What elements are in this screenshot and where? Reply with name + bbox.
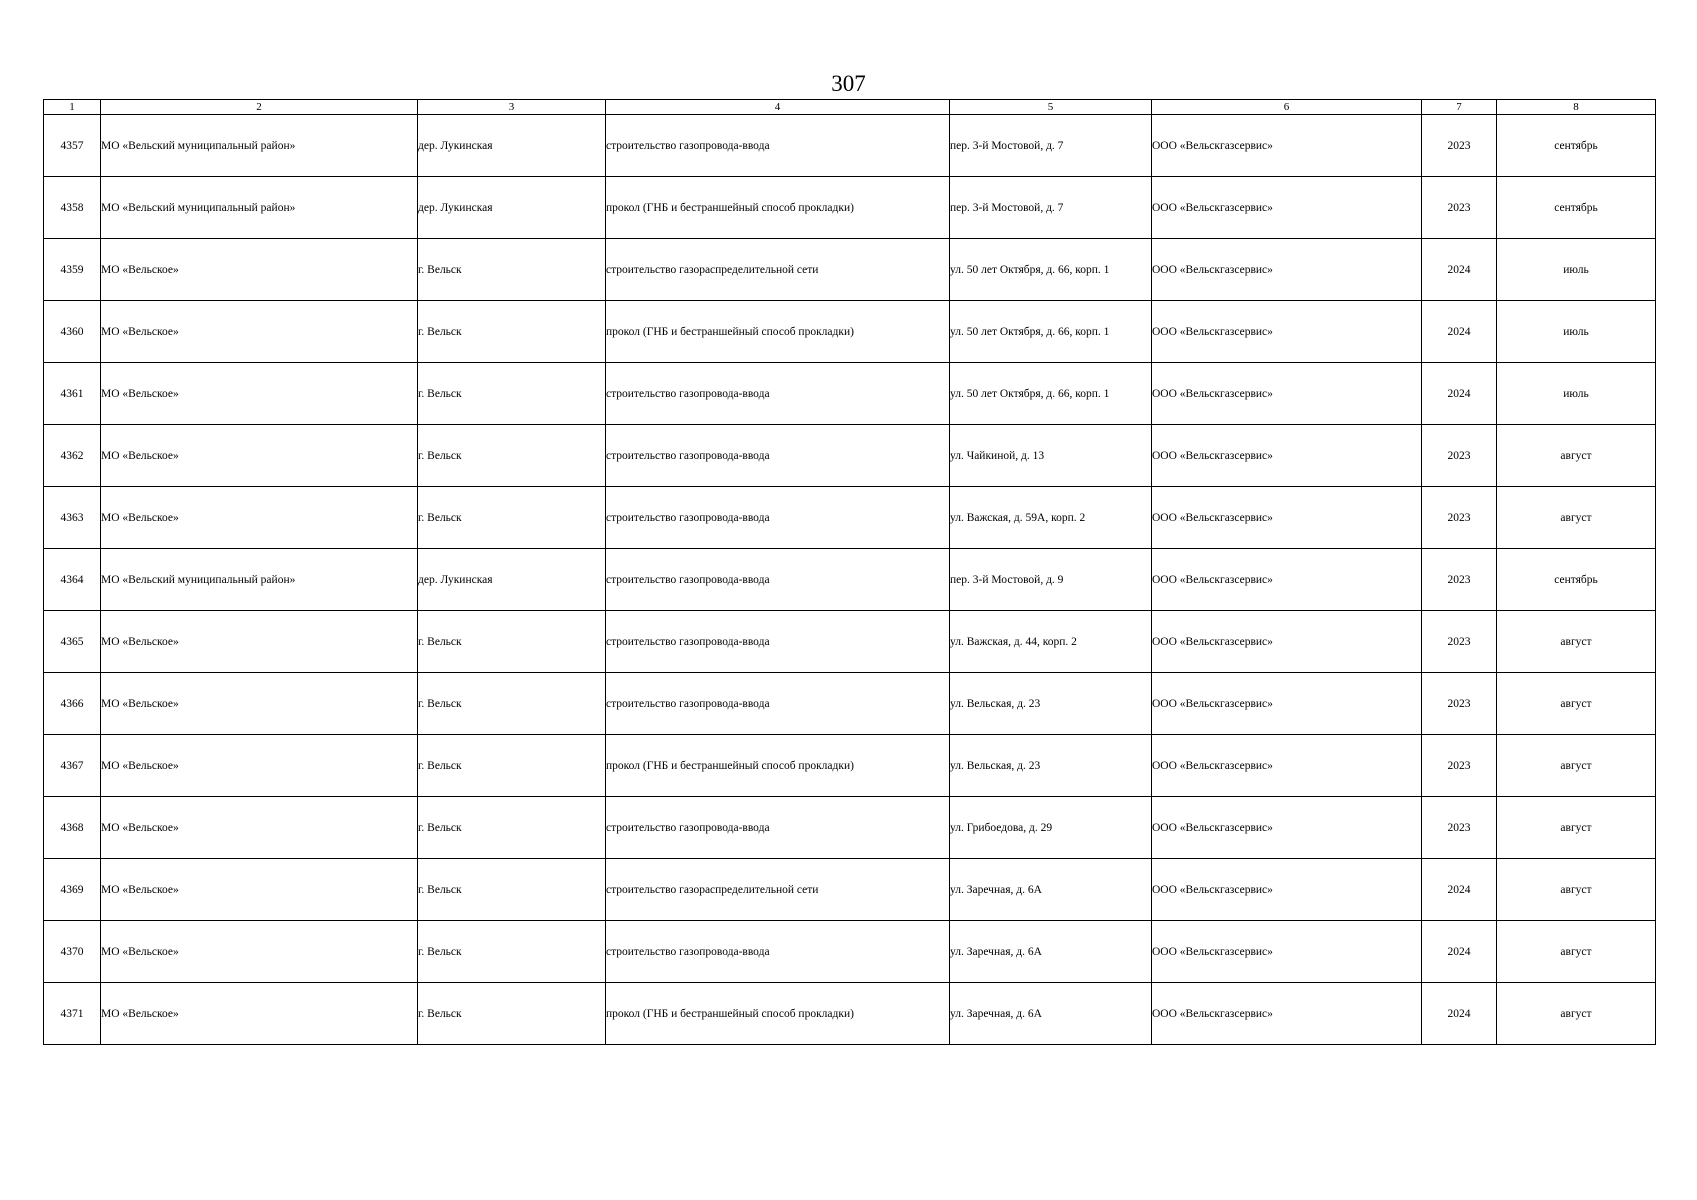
header-cell-4: 4: [606, 100, 950, 115]
organization-cell: ООО «Вельскгазсервис»: [1152, 363, 1422, 425]
address-cell: пер. 3-й Мостовой, д. 9: [950, 549, 1152, 611]
work-type-cell: строительство газопровода-ввода: [606, 549, 950, 611]
address-cell: ул. 50 лет Октября, д. 66, корп. 1: [950, 239, 1152, 301]
page-number: 307: [831, 71, 866, 96]
header-cell-5: 5: [950, 100, 1152, 115]
municipality-cell: МО «Вельский муниципальный район»: [101, 549, 418, 611]
header-cell-7: 7: [1422, 100, 1497, 115]
address-cell: ул. Заречная, д. 6А: [950, 983, 1152, 1045]
row-number-cell: 4369: [44, 859, 101, 921]
municipality-cell: МО «Вельское»: [101, 363, 418, 425]
header-cell-8: 8: [1497, 100, 1656, 115]
address-cell: пер. 3-й Мостовой, д. 7: [950, 115, 1152, 177]
locality-cell: дер. Лукинская: [418, 549, 606, 611]
work-type-cell: строительство газопровода-ввода: [606, 363, 950, 425]
row-number-cell: 4370: [44, 921, 101, 983]
organization-cell: ООО «Вельскгазсервис»: [1152, 797, 1422, 859]
municipality-cell: МО «Вельское»: [101, 487, 418, 549]
table-row: [44, 177, 1656, 239]
row-number-cell: 4365: [44, 611, 101, 673]
address-cell: ул. 50 лет Октября, д. 66, корп. 1: [950, 301, 1152, 363]
locality-cell: г. Вельск: [418, 301, 606, 363]
table-row: [44, 735, 1656, 797]
row-number-cell: 4367: [44, 735, 101, 797]
year-cell: 2024: [1422, 239, 1497, 301]
organization-cell: ООО «Вельскгазсервис»: [1152, 735, 1422, 797]
header-cell-2: 2: [101, 100, 418, 115]
locality-cell: г. Вельск: [418, 611, 606, 673]
year-cell: 2024: [1422, 301, 1497, 363]
address-cell: ул. Заречная, д. 6А: [950, 921, 1152, 983]
year-cell: 2023: [1422, 487, 1497, 549]
table-header: [44, 100, 1656, 115]
organization-cell: ООО «Вельскгазсервис»: [1152, 301, 1422, 363]
municipality-cell: МО «Вельское»: [101, 301, 418, 363]
address-cell: ул. Заречная, д. 6А: [950, 859, 1152, 921]
row-number-cell: 4366: [44, 673, 101, 735]
month-cell: август: [1497, 797, 1656, 859]
locality-cell: г. Вельск: [418, 239, 606, 301]
table-row: [44, 301, 1656, 363]
row-number-cell: 4368: [44, 797, 101, 859]
month-cell: август: [1497, 425, 1656, 487]
year-cell: 2023: [1422, 115, 1497, 177]
address-cell: ул. Вельская, д. 23: [950, 735, 1152, 797]
municipality-cell: МО «Вельское»: [101, 239, 418, 301]
header-row: [44, 100, 1656, 115]
organization-cell: ООО «Вельскгазсервис»: [1152, 115, 1422, 177]
organization-cell: ООО «Вельскгазсервис»: [1152, 177, 1422, 239]
address-cell: ул. Важская, д. 59А, корп. 2: [950, 487, 1152, 549]
month-cell: август: [1497, 487, 1656, 549]
municipality-cell: МО «Вельский муниципальный район»: [101, 177, 418, 239]
address-cell: ул. Грибоедова, д. 29: [950, 797, 1152, 859]
table-row: [44, 673, 1656, 735]
municipality-cell: МО «Вельское»: [101, 797, 418, 859]
month-cell: июль: [1497, 363, 1656, 425]
year-cell: 2023: [1422, 673, 1497, 735]
organization-cell: ООО «Вельскгазсервис»: [1152, 549, 1422, 611]
work-type-cell: строительство газопровода-ввода: [606, 487, 950, 549]
row-number-cell: 4359: [44, 239, 101, 301]
work-type-cell: строительство газопровода-ввода: [606, 797, 950, 859]
table-row: [44, 425, 1656, 487]
organization-cell: ООО «Вельскгазсервис»: [1152, 425, 1422, 487]
year-cell: 2023: [1422, 797, 1497, 859]
organization-cell: ООО «Вельскгазсервис»: [1152, 239, 1422, 301]
work-type-cell: строительство газопровода-ввода: [606, 115, 950, 177]
municipality-cell: МО «Вельское»: [101, 425, 418, 487]
municipality-cell: МО «Вельское»: [101, 735, 418, 797]
municipality-cell: МО «Вельское»: [101, 921, 418, 983]
header-cell-6: 6: [1152, 100, 1422, 115]
year-cell: 2023: [1422, 735, 1497, 797]
address-cell: ул. 50 лет Октября, д. 66, корп. 1: [950, 363, 1152, 425]
header-cell-3: 3: [418, 100, 606, 115]
row-number-cell: 4364: [44, 549, 101, 611]
month-cell: июль: [1497, 301, 1656, 363]
table-row: [44, 363, 1656, 425]
municipality-cell: МО «Вельское»: [101, 983, 418, 1045]
locality-cell: г. Вельск: [418, 487, 606, 549]
work-type-cell: прокол (ГНБ и бестраншейный способ прокладки): [606, 301, 950, 363]
year-cell: 2023: [1422, 549, 1497, 611]
work-type-cell: прокол (ГНБ и бестраншейный способ прокладки): [606, 177, 950, 239]
row-number-cell: 4371: [44, 983, 101, 1045]
organization-cell: ООО «Вельскгазсервис»: [1152, 673, 1422, 735]
organization-cell: ООО «Вельскгазсервис»: [1152, 921, 1422, 983]
month-cell: август: [1497, 983, 1656, 1045]
month-cell: сентябрь: [1497, 177, 1656, 239]
table-row: [44, 239, 1656, 301]
table-row: [44, 921, 1656, 983]
year-cell: 2024: [1422, 859, 1497, 921]
work-type-cell: строительство газораспределительной сети: [606, 859, 950, 921]
row-number-cell: 4361: [44, 363, 101, 425]
locality-cell: дер. Лукинская: [418, 115, 606, 177]
organization-cell: ООО «Вельскгазсервис»: [1152, 859, 1422, 921]
work-type-cell: строительство газопровода-ввода: [606, 425, 950, 487]
header-cell-1: 1: [44, 100, 101, 115]
row-number-cell: 4363: [44, 487, 101, 549]
locality-cell: г. Вельск: [418, 859, 606, 921]
table-row: [44, 549, 1656, 611]
organization-cell: ООО «Вельскгазсервис»: [1152, 611, 1422, 673]
month-cell: август: [1497, 611, 1656, 673]
organization-cell: ООО «Вельскгазсервис»: [1152, 487, 1422, 549]
year-cell: 2023: [1422, 177, 1497, 239]
municipality-cell: МО «Вельское»: [101, 673, 418, 735]
month-cell: июль: [1497, 239, 1656, 301]
municipality-cell: МО «Вельское»: [101, 611, 418, 673]
table-row: [44, 611, 1656, 673]
locality-cell: г. Вельск: [418, 425, 606, 487]
works-table: [43, 99, 1656, 1045]
row-number-cell: 4358: [44, 177, 101, 239]
locality-cell: г. Вельск: [418, 983, 606, 1045]
table-row: [44, 797, 1656, 859]
month-cell: август: [1497, 673, 1656, 735]
work-type-cell: строительство газопровода-ввода: [606, 921, 950, 983]
year-cell: 2024: [1422, 983, 1497, 1045]
municipality-cell: МО «Вельский муниципальный район»: [101, 115, 418, 177]
locality-cell: г. Вельск: [418, 921, 606, 983]
month-cell: август: [1497, 921, 1656, 983]
table-row: [44, 115, 1656, 177]
locality-cell: г. Вельск: [418, 363, 606, 425]
row-number-cell: 4362: [44, 425, 101, 487]
row-number-cell: 4357: [44, 115, 101, 177]
work-type-cell: прокол (ГНБ и бестраншейный способ прокладки): [606, 735, 950, 797]
address-cell: пер. 3-й Мостовой, д. 7: [950, 177, 1152, 239]
table-row: [44, 859, 1656, 921]
year-cell: 2024: [1422, 921, 1497, 983]
month-cell: сентябрь: [1497, 549, 1656, 611]
month-cell: август: [1497, 735, 1656, 797]
locality-cell: г. Вельск: [418, 735, 606, 797]
year-cell: 2024: [1422, 363, 1497, 425]
row-number-cell: 4360: [44, 301, 101, 363]
work-type-cell: строительство газопровода-ввода: [606, 611, 950, 673]
work-type-cell: прокол (ГНБ и бестраншейный способ прокладки): [606, 983, 950, 1045]
address-cell: ул. Вельская, д. 23: [950, 673, 1152, 735]
locality-cell: г. Вельск: [418, 673, 606, 735]
table-body: [44, 115, 1656, 1045]
month-cell: август: [1497, 859, 1656, 921]
table-row: [44, 983, 1656, 1045]
year-cell: 2023: [1422, 425, 1497, 487]
organization-cell: ООО «Вельскгазсервис»: [1152, 983, 1422, 1045]
year-cell: 2023: [1422, 611, 1497, 673]
address-cell: ул. Чайкиной, д. 13: [950, 425, 1152, 487]
address-cell: ул. Важская, д. 44, корп. 2: [950, 611, 1152, 673]
table-row: [44, 487, 1656, 549]
work-type-cell: строительство газораспределительной сети: [606, 239, 950, 301]
municipality-cell: МО «Вельское»: [101, 859, 418, 921]
work-type-cell: строительство газопровода-ввода: [606, 673, 950, 735]
locality-cell: дер. Лукинская: [418, 177, 606, 239]
locality-cell: г. Вельск: [418, 797, 606, 859]
month-cell: сентябрь: [1497, 115, 1656, 177]
